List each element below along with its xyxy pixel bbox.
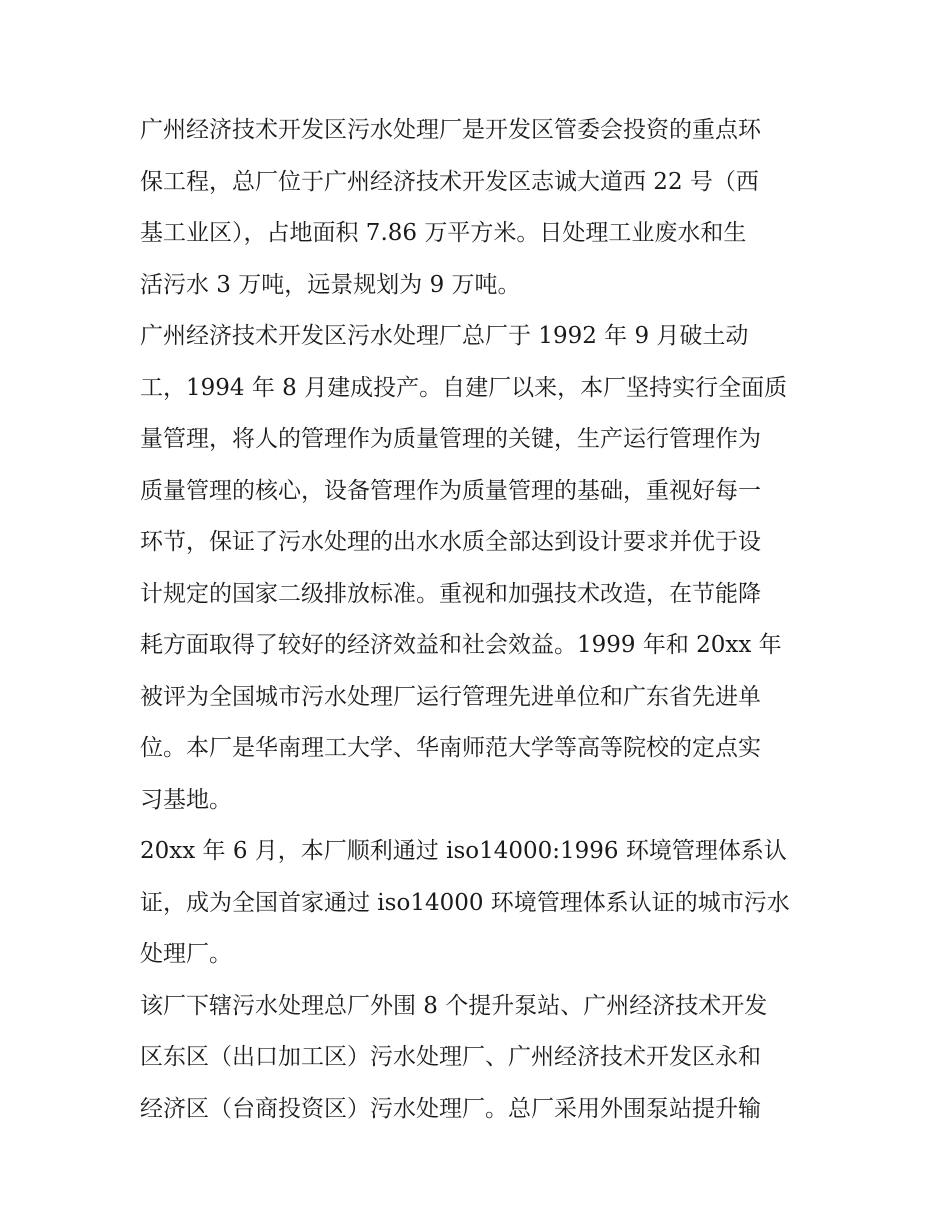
text-line: 区东区（出口加工区）污水处理厂、广州经济技术开发区永和 [140,1044,761,1070]
text-line: 习基地。 [140,786,232,813]
text-line: 广州经济技术开发区污水处理厂总厂于 1992 年 9 月破土动 [140,323,749,349]
text-line: 经济区（台商投资区）污水处理厂。总厂采用外围泵站提升输 [140,1095,761,1122]
text-line: 被评为全国城市污水处理厂运行管理先进单位和广东省先进单 [140,683,761,710]
text-line: 处理厂。 [140,941,232,967]
text-line: 该厂下辖污水处理总厂外围 8 个提升泵站、广州经济技术开发 [140,992,768,1019]
text-line: 工，1994 年 8 月建成投产。自建厂以来，本厂坚持实行全面质 [140,374,788,401]
document-body [140,105,812,1135]
text-line: 基工业区），占地面积 7.86 万平方米。日处理工业废水和生 [140,220,747,246]
text-line: 活污水 3 万吨，远景规划为 9 万吨。 [140,271,521,298]
paragraph-4 [140,981,812,1136]
text-line: 环节，保证了污水处理的出水水质全部达到设计要求并优于设 [140,529,761,555]
text-line: 耗方面取得了较好的经济效益和社会效益。1999 年和 20xx 年 [140,632,782,658]
paragraph-1 [140,105,812,311]
text-line: 20xx 年 6 月，本厂顺利通过 iso14000:1996 环境管理体系认 [140,838,787,864]
text-line: 广州经济技术开发区污水处理厂是开发区管委会投资的重点环 [140,117,761,143]
paragraph-3 [140,826,812,981]
text-line: 质量管理的核心，设备管理作为质量管理的基础，重视好每一 [140,477,761,504]
text-line: 计规定的国家二级排放标准。重视和加强技术改造，在节能降 [140,580,761,607]
paragraph-2 [140,311,812,826]
text-line: 证，成为全国首家通过 iso14000 环境管理体系认证的城市污水 [140,889,790,916]
text-line: 保工程，总厂位于广州经济技术开发区志诚大道西 22 号（西 [140,168,759,195]
text-line: 量管理，将人的管理作为质量管理的关键，生产运行管理作为 [140,426,761,452]
text-line: 位。本厂是华南理工大学、华南师范大学等高等院校的定点实 [140,735,761,761]
